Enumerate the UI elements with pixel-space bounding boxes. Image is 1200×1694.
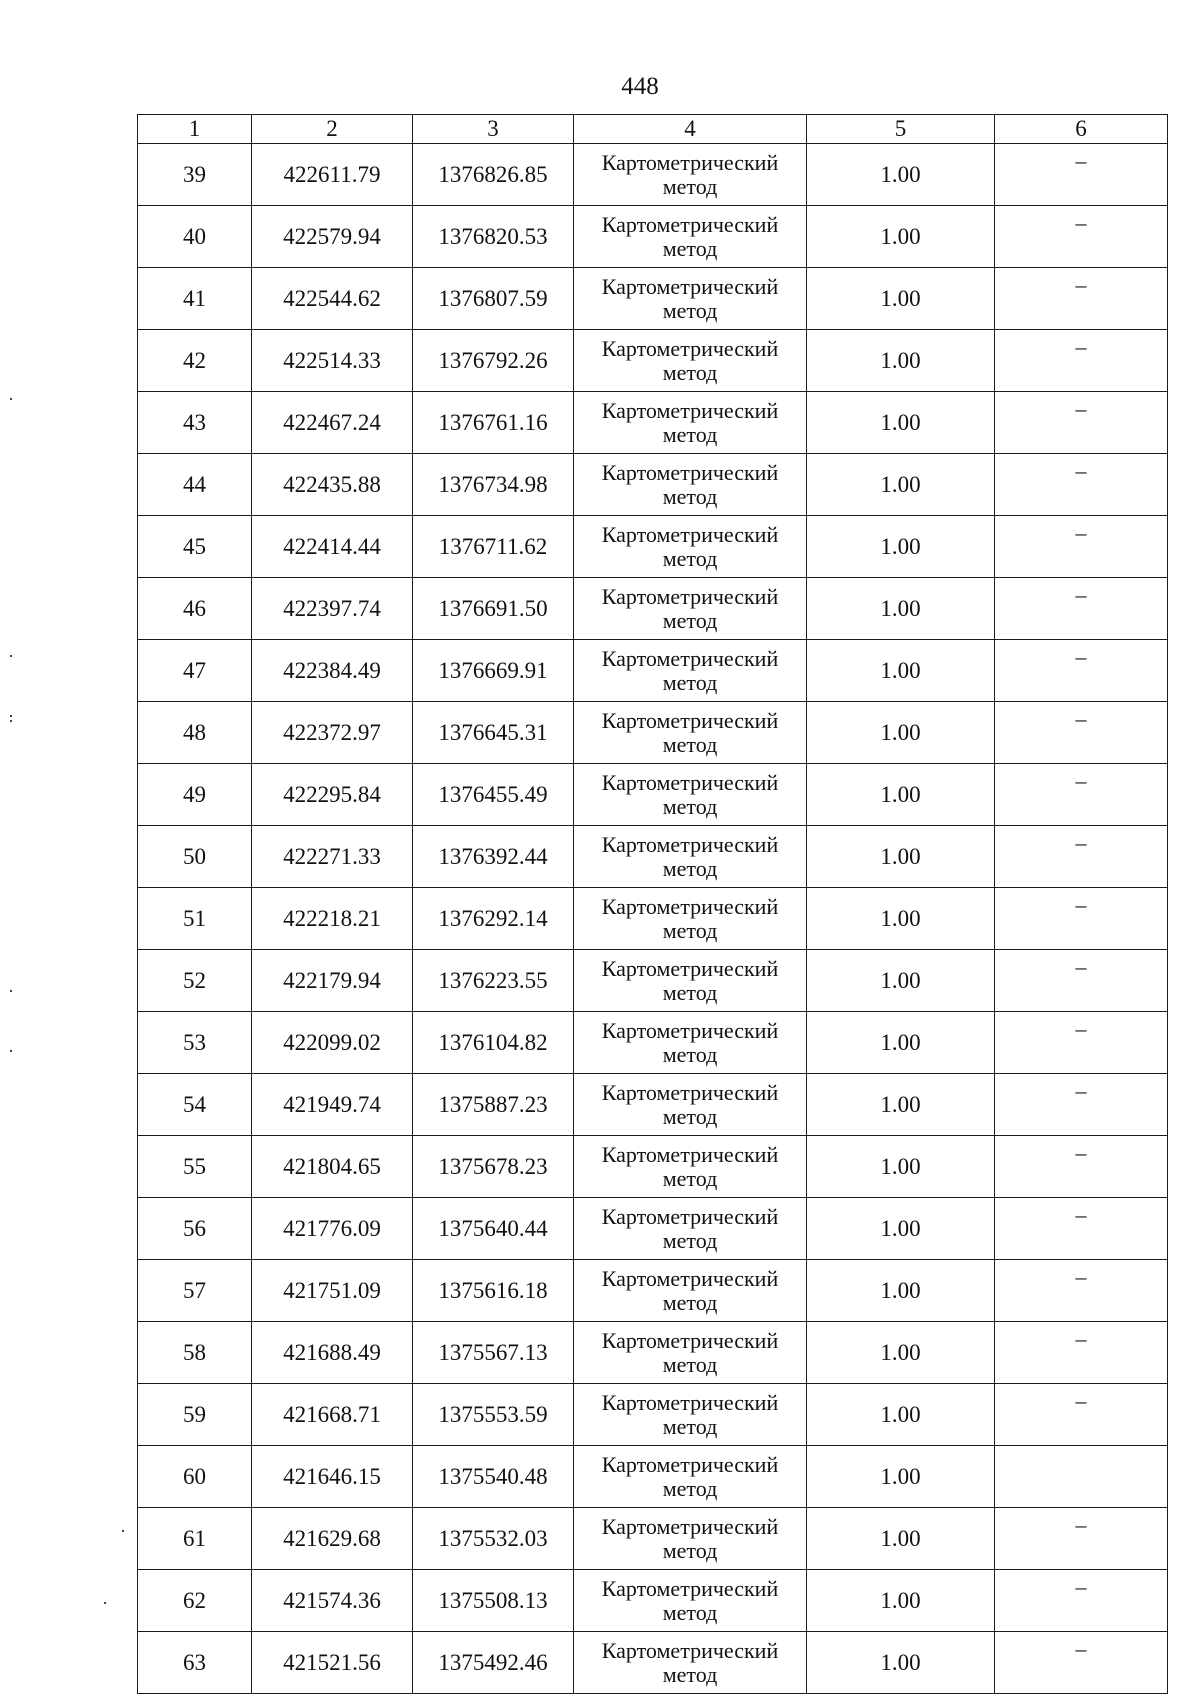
method-line-2: метод xyxy=(662,731,718,757)
column-6-cell: – xyxy=(995,764,1168,826)
y-coordinate-cell: 1375567.13 xyxy=(413,1322,574,1384)
y-coordinate-cell: 1376820.53 xyxy=(413,206,574,268)
scan-speck xyxy=(10,720,12,722)
y-coordinate-cell: 1375678.23 xyxy=(413,1136,574,1198)
x-coordinate-cell: 421646.15 xyxy=(252,1446,413,1508)
table-row xyxy=(138,206,1168,268)
y-coordinate-cell: 1375887.23 xyxy=(413,1074,574,1136)
table-row xyxy=(138,888,1168,950)
x-coordinate-cell: 421629.68 xyxy=(252,1508,413,1570)
column-6-cell: – xyxy=(995,144,1168,206)
method-cell xyxy=(574,578,807,640)
table-row xyxy=(138,950,1168,1012)
y-coordinate-cell: 1376292.14 xyxy=(413,888,574,950)
y-coordinate-cell: 1376734.98 xyxy=(413,454,574,516)
scan-speck xyxy=(10,715,12,717)
method-line-2: метод xyxy=(662,1041,718,1067)
table-row xyxy=(138,1322,1168,1384)
method-cell xyxy=(574,888,807,950)
y-coordinate-cell: 1375616.18 xyxy=(413,1260,574,1322)
method-line-2: метод xyxy=(662,979,718,1005)
method-line-1: Картометрический xyxy=(601,1203,779,1229)
table-row xyxy=(138,1446,1168,1508)
column-6-cell: – xyxy=(995,1074,1168,1136)
accuracy-cell: 1.00 xyxy=(807,702,995,764)
method-cell xyxy=(574,1260,807,1322)
column-6-cell xyxy=(995,1446,1168,1508)
x-coordinate-cell: 422611.79 xyxy=(252,144,413,206)
table-row xyxy=(138,330,1168,392)
method-line-2: метод xyxy=(662,1475,718,1501)
accuracy-cell: 1.00 xyxy=(807,1446,995,1508)
table-row xyxy=(138,1260,1168,1322)
method-cell xyxy=(574,640,807,702)
scan-speck xyxy=(10,655,12,657)
y-coordinate-cell: 1376711.62 xyxy=(413,516,574,578)
point-number-cell: 52 xyxy=(138,950,252,1012)
table-row xyxy=(138,392,1168,454)
column-6-cell: – xyxy=(995,206,1168,268)
x-coordinate-cell: 422295.84 xyxy=(252,764,413,826)
x-coordinate-cell: 422099.02 xyxy=(252,1012,413,1074)
point-number-cell: 42 xyxy=(138,330,252,392)
point-number-cell: 47 xyxy=(138,640,252,702)
table-row xyxy=(138,640,1168,702)
method-cell xyxy=(574,1012,807,1074)
column-6-cell: – xyxy=(995,454,1168,516)
column-6-cell: – xyxy=(995,1384,1168,1446)
method-line-2: метод xyxy=(662,607,718,633)
method-line-1: Картометрический xyxy=(601,1575,779,1601)
x-coordinate-cell: 422435.88 xyxy=(252,454,413,516)
method-cell xyxy=(574,268,807,330)
method-line-1: Картометрический xyxy=(601,459,779,485)
method-line-2: метод xyxy=(662,483,718,509)
x-coordinate-cell: 421668.71 xyxy=(252,1384,413,1446)
accuracy-cell: 1.00 xyxy=(807,888,995,950)
coordinates-table xyxy=(137,114,1168,1694)
table-row xyxy=(138,826,1168,888)
y-coordinate-cell: 1376826.85 xyxy=(413,144,574,206)
page-number: 448 xyxy=(621,73,659,100)
method-line-1: Картометрический xyxy=(601,893,779,919)
y-coordinate-cell: 1376392.44 xyxy=(413,826,574,888)
method-line-2: метод xyxy=(662,1599,718,1625)
method-cell xyxy=(574,1570,807,1632)
y-coordinate-cell: 1376223.55 xyxy=(413,950,574,1012)
x-coordinate-cell: 421574.36 xyxy=(252,1570,413,1632)
accuracy-cell: 1.00 xyxy=(807,268,995,330)
method-line-1: Картометрический xyxy=(601,1637,779,1663)
point-number-cell: 58 xyxy=(138,1322,252,1384)
y-coordinate-cell: 1375553.59 xyxy=(413,1384,574,1446)
accuracy-cell: 1.00 xyxy=(807,1508,995,1570)
point-number-cell: 56 xyxy=(138,1198,252,1260)
method-line-2: метод xyxy=(662,421,718,447)
header-col-6: 6 xyxy=(995,115,1168,144)
y-coordinate-cell: 1375640.44 xyxy=(413,1198,574,1260)
method-line-2: метод xyxy=(662,359,718,385)
method-line-1: Картометрический xyxy=(601,707,779,733)
method-line-1: Картометрический xyxy=(601,955,779,981)
method-line-2: метод xyxy=(662,855,718,881)
y-coordinate-cell: 1375532.03 xyxy=(413,1508,574,1570)
method-line-2: метод xyxy=(662,1661,718,1687)
y-coordinate-cell: 1375508.13 xyxy=(413,1570,574,1632)
method-cell xyxy=(574,206,807,268)
table-row xyxy=(138,1074,1168,1136)
header-row xyxy=(138,115,1168,144)
x-coordinate-cell: 422384.49 xyxy=(252,640,413,702)
accuracy-cell: 1.00 xyxy=(807,764,995,826)
table-row xyxy=(138,764,1168,826)
method-line-2: метод xyxy=(662,235,718,261)
method-line-1: Картометрический xyxy=(601,1513,779,1539)
y-coordinate-cell: 1375492.46 xyxy=(413,1632,574,1694)
point-number-cell: 50 xyxy=(138,826,252,888)
table-row xyxy=(138,1384,1168,1446)
column-6-cell: – xyxy=(995,1012,1168,1074)
accuracy-cell: 1.00 xyxy=(807,826,995,888)
y-coordinate-cell: 1376691.50 xyxy=(413,578,574,640)
column-6-cell: – xyxy=(995,1260,1168,1322)
table-row xyxy=(138,144,1168,206)
header-col-4: 4 xyxy=(574,115,807,144)
scan-speck xyxy=(10,398,12,400)
method-cell xyxy=(574,144,807,206)
method-line-2: метод xyxy=(662,545,718,571)
y-coordinate-cell: 1376645.31 xyxy=(413,702,574,764)
method-line-2: метод xyxy=(662,1227,718,1253)
point-number-cell: 43 xyxy=(138,392,252,454)
method-line-1: Картометрический xyxy=(601,211,779,237)
method-line-1: Картометрический xyxy=(601,397,779,423)
column-6-cell: – xyxy=(995,640,1168,702)
table-header xyxy=(138,115,1168,144)
table-row xyxy=(138,1012,1168,1074)
x-coordinate-cell: 421776.09 xyxy=(252,1198,413,1260)
method-line-2: метод xyxy=(662,1351,718,1377)
y-coordinate-cell: 1375540.48 xyxy=(413,1446,574,1508)
table-row xyxy=(138,1570,1168,1632)
scan-speck xyxy=(104,1602,106,1604)
accuracy-cell: 1.00 xyxy=(807,516,995,578)
method-cell xyxy=(574,1198,807,1260)
column-6-cell: – xyxy=(995,1136,1168,1198)
x-coordinate-cell: 422397.74 xyxy=(252,578,413,640)
point-number-cell: 48 xyxy=(138,702,252,764)
method-cell xyxy=(574,454,807,516)
x-coordinate-cell: 422467.24 xyxy=(252,392,413,454)
method-line-1: Картометрический xyxy=(601,583,779,609)
method-line-2: метод xyxy=(662,669,718,695)
column-6-cell: – xyxy=(995,1198,1168,1260)
point-number-cell: 45 xyxy=(138,516,252,578)
point-number-cell: 63 xyxy=(138,1632,252,1694)
method-line-1: Картометрический xyxy=(601,1327,779,1353)
method-line-2: метод xyxy=(662,1537,718,1563)
method-line-1: Картометрический xyxy=(601,1141,779,1167)
method-cell xyxy=(574,1136,807,1198)
table-row xyxy=(138,702,1168,764)
column-6-cell: – xyxy=(995,268,1168,330)
method-line-1: Картометрический xyxy=(601,1265,779,1291)
point-number-cell: 46 xyxy=(138,578,252,640)
header-col-2: 2 xyxy=(252,115,413,144)
y-coordinate-cell: 1376807.59 xyxy=(413,268,574,330)
x-coordinate-cell: 422579.94 xyxy=(252,206,413,268)
column-6-cell: – xyxy=(995,950,1168,1012)
table-row xyxy=(138,1508,1168,1570)
method-line-2: метод xyxy=(662,1165,718,1191)
accuracy-cell: 1.00 xyxy=(807,330,995,392)
point-number-cell: 39 xyxy=(138,144,252,206)
method-cell xyxy=(574,764,807,826)
x-coordinate-cell: 422514.33 xyxy=(252,330,413,392)
column-6-cell: – xyxy=(995,578,1168,640)
x-coordinate-cell: 421949.74 xyxy=(252,1074,413,1136)
point-number-cell: 60 xyxy=(138,1446,252,1508)
y-coordinate-cell: 1376104.82 xyxy=(413,1012,574,1074)
method-line-2: метод xyxy=(662,173,718,199)
accuracy-cell: 1.00 xyxy=(807,1322,995,1384)
method-line-1: Картометрический xyxy=(601,769,779,795)
point-number-cell: 40 xyxy=(138,206,252,268)
point-number-cell: 54 xyxy=(138,1074,252,1136)
method-line-2: метод xyxy=(662,1413,718,1439)
x-coordinate-cell: 421804.65 xyxy=(252,1136,413,1198)
column-6-cell: – xyxy=(995,826,1168,888)
x-coordinate-cell: 422271.33 xyxy=(252,826,413,888)
table-body xyxy=(138,144,1168,1694)
accuracy-cell: 1.00 xyxy=(807,950,995,1012)
method-line-1: Картометрический xyxy=(601,521,779,547)
point-number-cell: 41 xyxy=(138,268,252,330)
scan-speck xyxy=(10,1050,12,1052)
table-row xyxy=(138,578,1168,640)
scan-speck xyxy=(10,990,12,992)
method-line-2: метод xyxy=(662,297,718,323)
point-number-cell: 51 xyxy=(138,888,252,950)
column-6-cell: – xyxy=(995,888,1168,950)
column-6-cell: – xyxy=(995,330,1168,392)
table-row xyxy=(138,1198,1168,1260)
scan-speck xyxy=(122,1530,124,1532)
method-line-1: Картометрический xyxy=(601,1389,779,1415)
point-number-cell: 59 xyxy=(138,1384,252,1446)
method-line-2: метод xyxy=(662,1289,718,1315)
column-6-cell: – xyxy=(995,1570,1168,1632)
accuracy-cell: 1.00 xyxy=(807,640,995,702)
accuracy-cell: 1.00 xyxy=(807,1198,995,1260)
method-cell xyxy=(574,1322,807,1384)
column-6-cell: – xyxy=(995,1632,1168,1694)
method-cell xyxy=(574,1074,807,1136)
accuracy-cell: 1.00 xyxy=(807,144,995,206)
method-cell xyxy=(574,1446,807,1508)
column-6-cell: – xyxy=(995,1508,1168,1570)
accuracy-cell: 1.00 xyxy=(807,392,995,454)
method-line-1: Картометрический xyxy=(601,273,779,299)
method-line-1: Картометрический xyxy=(601,645,779,671)
method-line-1: Картометрический xyxy=(601,1017,779,1043)
x-coordinate-cell: 422372.97 xyxy=(252,702,413,764)
point-number-cell: 55 xyxy=(138,1136,252,1198)
x-coordinate-cell: 422414.44 xyxy=(252,516,413,578)
x-coordinate-cell: 422544.62 xyxy=(252,268,413,330)
column-6-cell: – xyxy=(995,702,1168,764)
accuracy-cell: 1.00 xyxy=(807,1384,995,1446)
point-number-cell: 61 xyxy=(138,1508,252,1570)
accuracy-cell: 1.00 xyxy=(807,1012,995,1074)
column-6-cell: – xyxy=(995,516,1168,578)
y-coordinate-cell: 1376792.26 xyxy=(413,330,574,392)
method-cell xyxy=(574,1384,807,1446)
accuracy-cell: 1.00 xyxy=(807,1570,995,1632)
accuracy-cell: 1.00 xyxy=(807,1136,995,1198)
method-cell xyxy=(574,702,807,764)
point-number-cell: 53 xyxy=(138,1012,252,1074)
table-row xyxy=(138,1136,1168,1198)
method-line-2: метод xyxy=(662,917,718,943)
x-coordinate-cell: 422218.21 xyxy=(252,888,413,950)
method-cell xyxy=(574,330,807,392)
table-row xyxy=(138,268,1168,330)
x-coordinate-cell: 421521.56 xyxy=(252,1632,413,1694)
method-cell xyxy=(574,1508,807,1570)
table-row xyxy=(138,1632,1168,1694)
method-cell xyxy=(574,1632,807,1694)
y-coordinate-cell: 1376761.16 xyxy=(413,392,574,454)
method-cell xyxy=(574,950,807,1012)
point-number-cell: 62 xyxy=(138,1570,252,1632)
accuracy-cell: 1.00 xyxy=(807,1260,995,1322)
x-coordinate-cell: 422179.94 xyxy=(252,950,413,1012)
coordinates-table-container xyxy=(137,114,1167,1694)
accuracy-cell: 1.00 xyxy=(807,454,995,516)
column-6-cell: – xyxy=(995,1322,1168,1384)
y-coordinate-cell: 1376455.49 xyxy=(413,764,574,826)
point-number-cell: 44 xyxy=(138,454,252,516)
header-col-1: 1 xyxy=(138,115,252,144)
method-cell xyxy=(574,516,807,578)
header-col-5: 5 xyxy=(807,115,995,144)
accuracy-cell: 1.00 xyxy=(807,578,995,640)
header-col-3: 3 xyxy=(413,115,574,144)
method-line-2: метод xyxy=(662,793,718,819)
method-cell xyxy=(574,826,807,888)
point-number-cell: 57 xyxy=(138,1260,252,1322)
method-line-1: Картометрический xyxy=(601,149,779,175)
method-line-1: Картометрический xyxy=(601,1451,779,1477)
accuracy-cell: 1.00 xyxy=(807,1632,995,1694)
accuracy-cell: 1.00 xyxy=(807,206,995,268)
x-coordinate-cell: 421751.09 xyxy=(252,1260,413,1322)
x-coordinate-cell: 421688.49 xyxy=(252,1322,413,1384)
y-coordinate-cell: 1376669.91 xyxy=(413,640,574,702)
method-line-1: Картометрический xyxy=(601,335,779,361)
method-line-1: Картометрический xyxy=(601,1079,779,1105)
table-row xyxy=(138,516,1168,578)
method-line-2: метод xyxy=(662,1103,718,1129)
method-line-1: Картометрический xyxy=(601,831,779,857)
method-cell xyxy=(574,392,807,454)
point-number-cell: 49 xyxy=(138,764,252,826)
accuracy-cell: 1.00 xyxy=(807,1074,995,1136)
table-row xyxy=(138,454,1168,516)
column-6-cell: – xyxy=(995,392,1168,454)
